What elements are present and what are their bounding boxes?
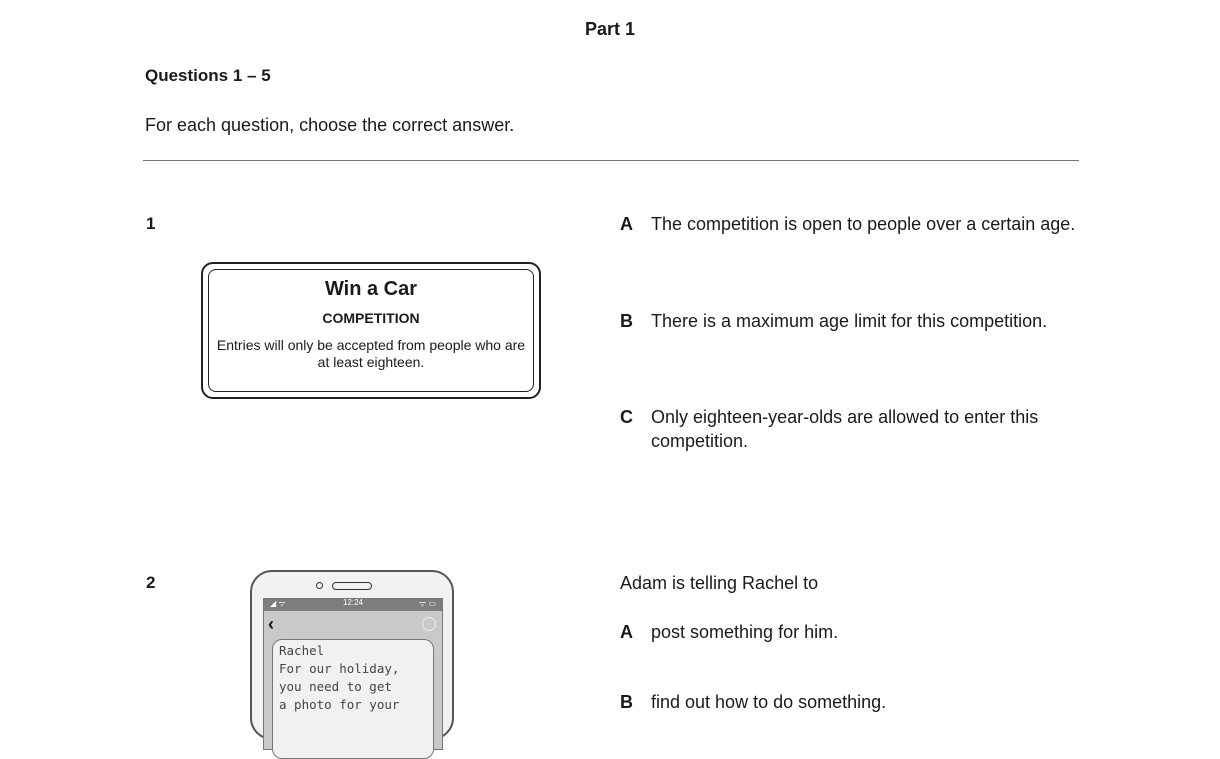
sign-body: Entries will only be accepted from people who are at least eighteen. [216,337,526,370]
q1-option-b[interactable] [620,309,1080,333]
questions-title: Questions 1 – 5 [145,66,271,85]
signal-icon: ◢ ᯤ [270,599,286,608]
option-text: The competition is open to people over a certain age. [651,214,1076,234]
sign-title: Win a Car [324,278,418,300]
q2-option-a[interactable] [620,620,1080,644]
battery-icon: ᯤ ▭ [418,599,436,608]
camera-icon [316,582,323,589]
circle-menu-icon [422,617,436,631]
option-text: There is a maximum age limit for this competition. [651,311,1048,331]
part-title: Part 1 [584,19,636,39]
status-time: 12:24 [342,598,364,607]
option-text: post something for him. [651,622,839,642]
q2-stem [620,571,1080,595]
option-text: Only eighteen-year-olds are allowed to enter this competition. [651,407,1039,451]
message-bubble: Rachel For our holiday, you need to get a photo for your [272,639,434,759]
option-letter: A [620,622,633,642]
status-bar [264,599,442,611]
divider [143,160,1079,161]
q1-option-c[interactable] [620,405,1080,453]
option-letter: A [620,214,633,234]
option-letter: B [620,692,633,712]
question-number-2: 2 [146,573,156,592]
phone-illustration [250,570,454,740]
option-text: find out how to do something. [651,692,887,712]
sign-subtitle: COMPETITION [322,310,420,326]
question-number-1: 1 [146,214,156,233]
q1-option-a[interactable] [620,212,1080,236]
competition-sign [201,262,541,399]
q2-option-b[interactable] [620,690,1080,714]
instructions: For each question, choose the correct answer. [145,115,515,135]
phone-screen [263,598,443,750]
question-stem: Adam is telling Rachel to [620,573,819,593]
speaker-icon [332,582,372,590]
back-arrow-icon: ‹ [268,614,274,634]
option-letter: B [620,311,633,331]
option-letter: C [620,407,633,427]
